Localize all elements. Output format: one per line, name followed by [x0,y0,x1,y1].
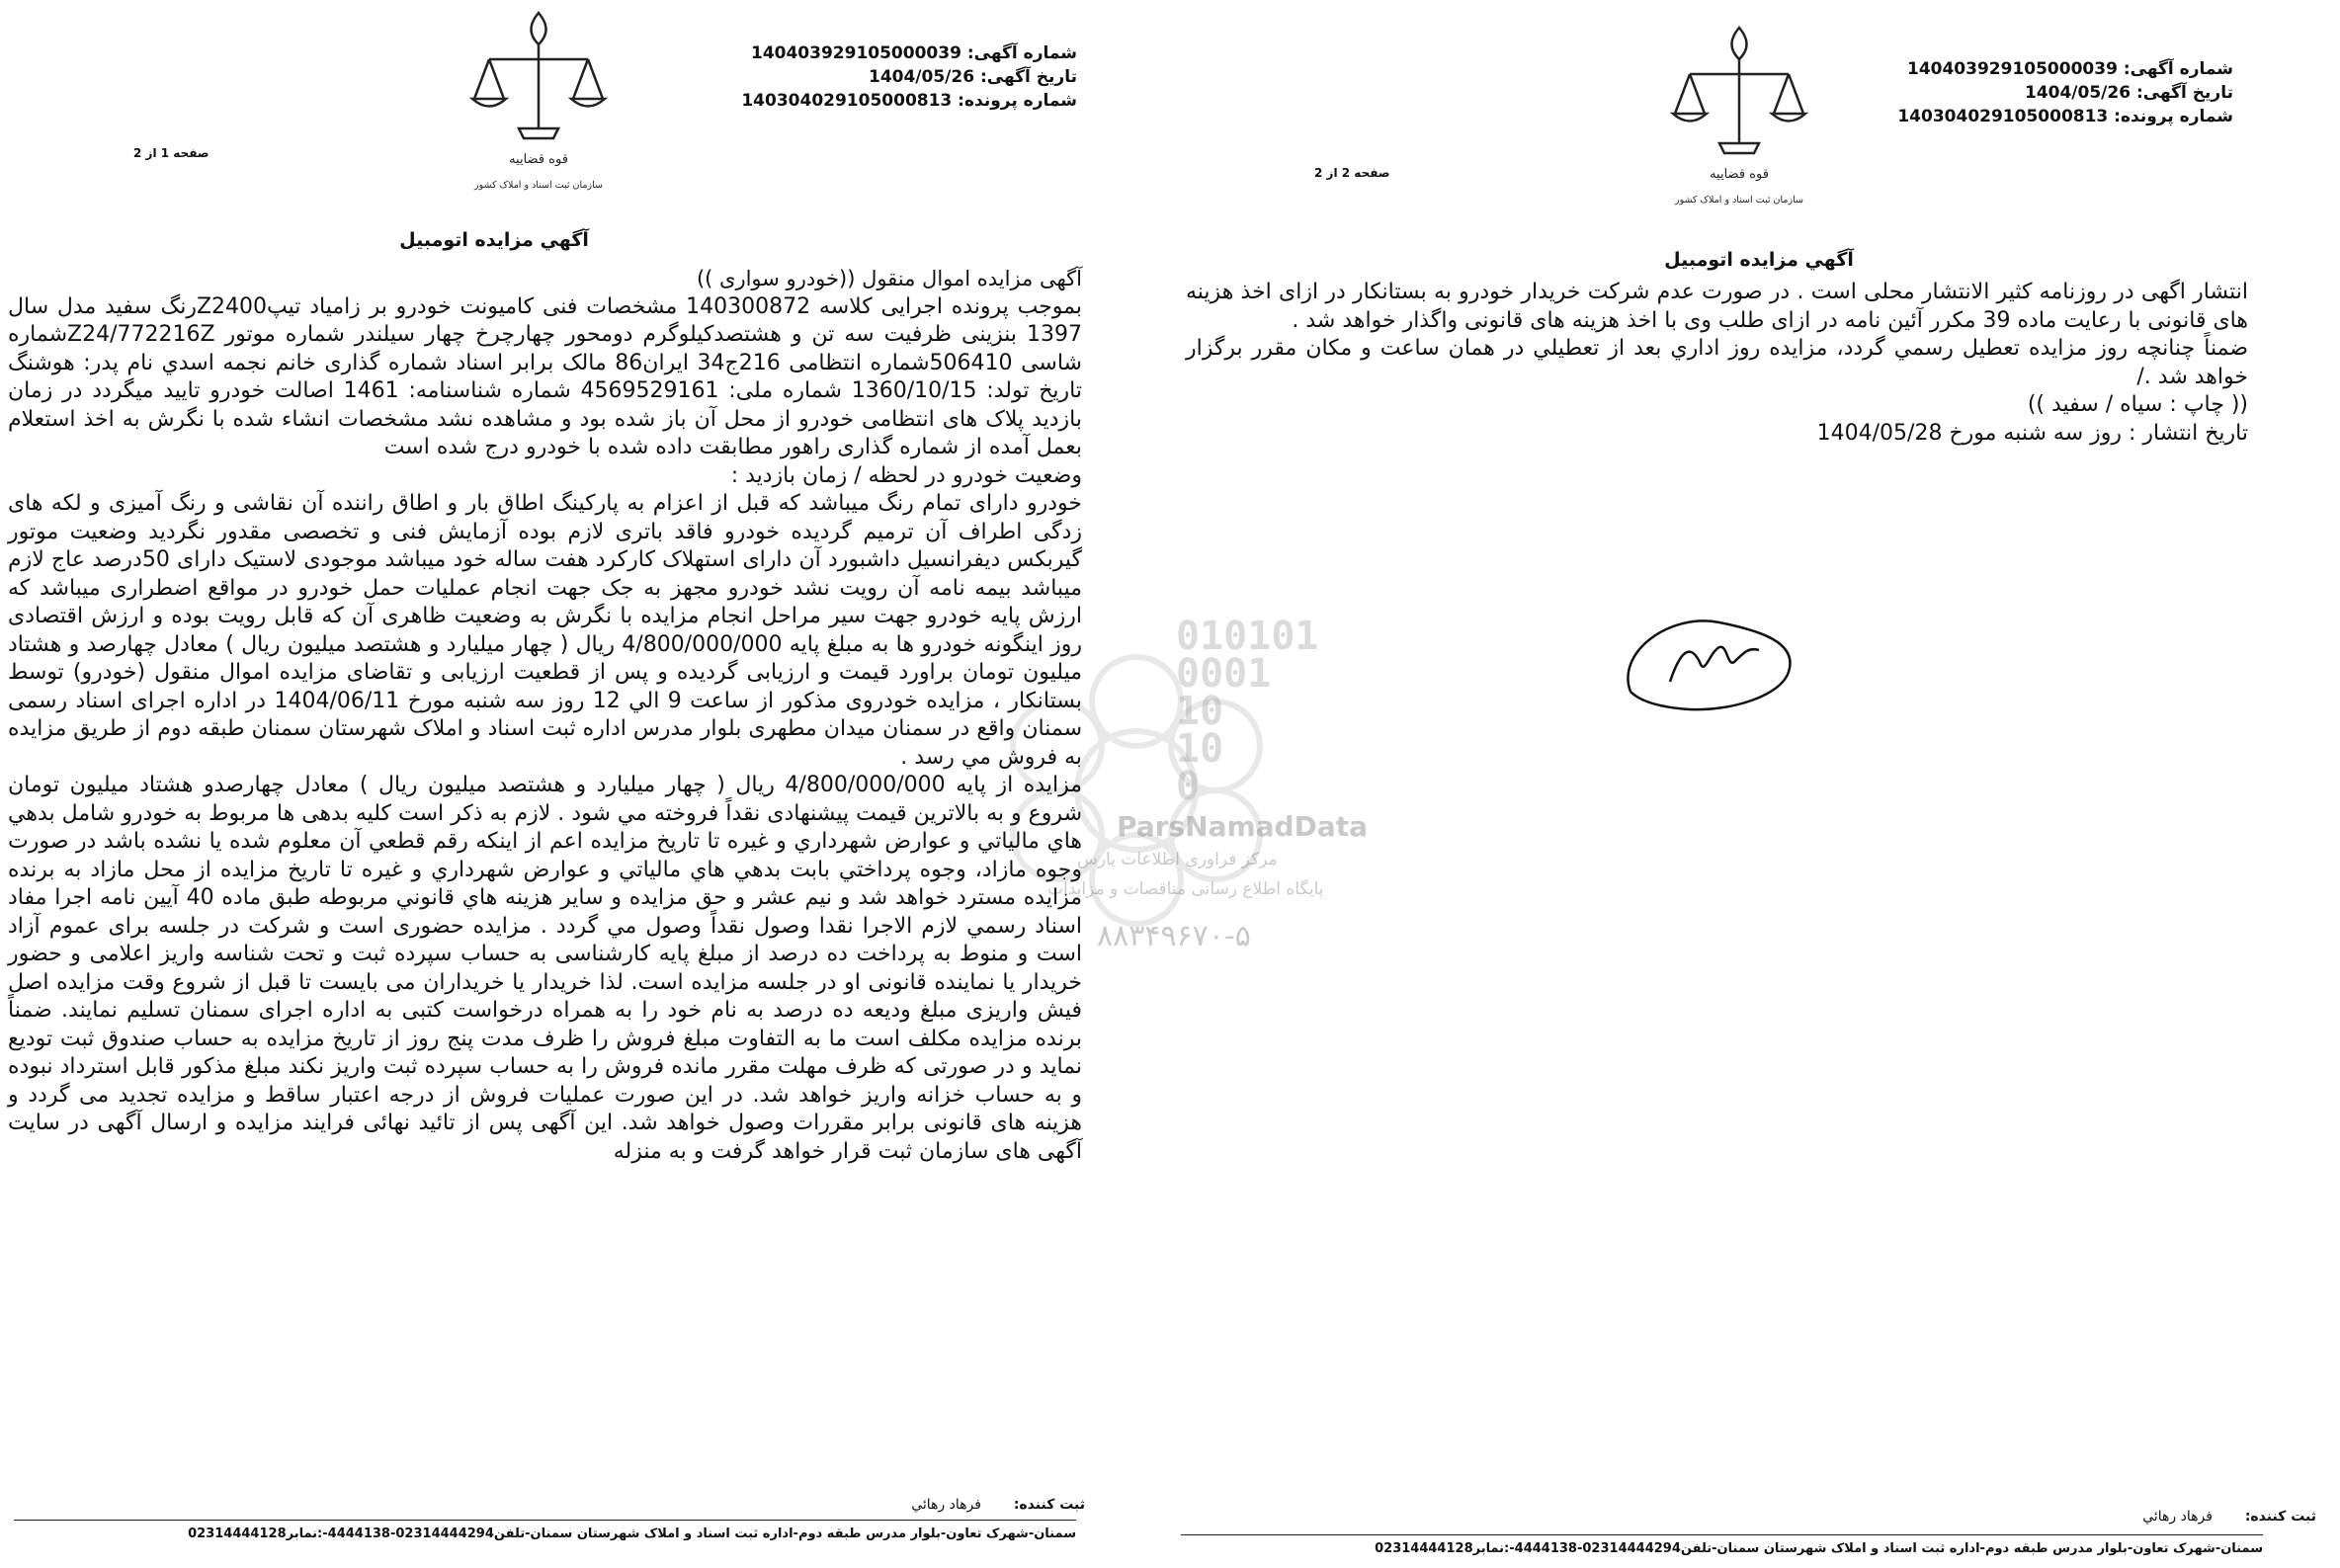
registrar [2142,1509,2316,1525]
registrar-name: فرهاد رهائي [2142,1509,2213,1525]
ad-date: تاریخ آگهی: 1404/05/26 [868,67,1077,87]
judiciary-scales-emblem-icon [1665,20,1813,217]
paragraph: ضمناً چنانچه روز مزايده تعطيل رسمي گردد، مزايده روز اداري بعد از تعطيلي در همان ساعت و مکان مقرر برگزار خواهد شد ./ [1186,336,2248,389]
page-title: آگهي مزايده اتومبيل [1664,249,1854,271]
watermark-line1: مرکز فراوری اطلاعات پارس [1077,850,1278,869]
registrar-label: ثبت کننده: [1013,1497,1085,1513]
watermark-phone: ۸۸۳۴۹۶۷۰-۵ [1097,919,1251,953]
judiciary-scales-emblem-icon [464,5,613,203]
paragraph: (( چاپ : سیاه / سفید )) [2027,392,2248,417]
handwritten-signature [1611,593,1808,721]
body-text [1186,279,2248,448]
emblem-line1: قوه قضاییه [1710,167,1769,182]
ad-meta [721,41,1077,113]
document-page-2 [1176,0,2340,1568]
ad-number: شماره آگهی: 140403929105000039 [750,43,1077,63]
footer-address: سمنان-شهرک تعاون-بلوار مدرس طبقه دوم-اداره ثبت اسناد و املاک شهرستان سمنان-تلفن02314444294-4444138-:نمابر02314444128 [14,1520,1076,1541]
watermark-binary: 010101 0001 10 10 0 [1176,614,1319,809]
emblem-line1: قوه قضاییه [509,152,568,167]
paragraph: بموجب پرونده اجرایی کلاسه 140300872 مشخصات فنی کامیونت خودرو بر زامیاد تیپZ2400رنگ سفید مدل سال 1397 بنزینی ظرفیت سه تن و هشتصدکیلوگرم دومحور چهارچرخ چهار سیلندر شماره موتور Z24/772216Zشماره شاسی 506410شماره انتظامی 216ج34 ایران86 مالک برابر اسناد شماره گذاری خانم نجمه اسدي نام پدر: هوشنگ تاریخ تولد: 1360/10/15 شماره ملی: 4569529161 شماره شناسنامه: 1461 اصالت خودرو تایید میگردد در زمان بازدید پلاک های انتظامی خودرو از محل آن باز شده بود و مشاهده نشد مشخصات انشاء شده با نگرش به اخذ استعلام بعمل آمده از شماره گذاری راهور مطابقت داده شده با خودرو درج شده است [8,293,1083,459]
registrar [911,1497,1085,1513]
paragraph: آگهی مزایده اموال منقول ((خودرو سواری )) [696,267,1082,290]
paragraph: مزایده از پایه 4/800/000/000 ریال ( چهار میلیارد و هشتصد میلیون ریال ) معادل چهارصدو هشتاد میلیون تومان شروع و به بالاترین قیمت پیشنهادی نقداً فروخته مي شود . لازم به ذکر است کلیه بدهی ها مربوط به خودرو شامل بدهي هاي مالياتي و عوارض شهرداري و غيره تا تاريخ مزايده اعم از اينکه رقم قطعي آن معلوم شده يا نشده باشد در صورت وجوه مازاد، وجوه پرداختي بابت بدهي هاي مالياتي و عوارض شهرداري و غيره تا تاريخ مزايده از محل مازاد به برنده مزايده مسترد خواهد شد و نيم عشر و حق مزايده و ساير هزينه هاي قانوني مربوطه طبق ماده 40 آيين نامه اجرا مفاد اسناد رسمي لازم الاجرا نقدا وصول نقداً وصول مي گردد . مزايده حضوری است و شرکت در جلسه برای عموم آزاد است و منوط به پرداخت ده درصد از مبلغ پايه کارشناسی به حساب سپرده ثبت و تحت شناسه واريز اعلامی و حضور خريدار يا نماينده قانونی او در جلسه مزايده است. لذا خريدار يا خريداران می بايست تا قبل از شروع وقت مزايده اصل فيش واريزی مبلغ وديعه ده درصد به نام خود را به همراه درخواست کتبی به اداره اجرای سمنان تسليم نمايند. ضمناً برنده مزايده مکلف است ما به التفاوت مبلغ فروش را ظرف مدت پنج روز از تاريخ مزايده به حساب صندوق ثبت توديع نمايد و در صورتی که ظرف مهلت مقرر مانده فروش را به حساب سپرده ثبت واريز نکند مبلغ مذکور قابل استرداد نبوده و به حساب خزانه واريز خواهد شد. در اين صورت عمليات فروش از درجه اعتبار ساقط و مزايده تجديد می گردد و هزينه های قانونی برابر مقررات وصول خواهد شد. اين آگهی پس از تائيد نهائی فرايند مزايده و ارسال آگهی در سايت آگهی های سازمان ثبت قرار خواهد گرفت و به منزله [8,773,1083,1164]
registrar-label: ثبت کننده: [2244,1509,2316,1525]
footer-address: سمنان-شهرک تعاون-بلوار مدرس طبقه دوم-اداره ثبت اسناد و املاک شهرستان سمنان-تلفن02314444294-4444138-:نمابر02314444128 [1181,1534,2263,1556]
paragraph: انتشار اگهی در روزنامه کثیر الانتشار محلی است . در صورت عدم شرکت خریدار خودرو به بستانکار در ازای اخذ هزینه های قانونی با رعایت ماده 39 مکرر آئین نامه در ازای طلب وی با اخذ هزینه های قانونی واگذار خواهد شد . [1186,280,2248,333]
page-number: صفحه 1 از 2 [133,146,209,160]
page-number: صفحه 2 از 2 [1314,166,1390,180]
ad-number: شماره آگهی: 140403929105000039 [1906,59,2233,79]
paragraph: تاریخ انتشار : روز سه شنبه مورخ 1404/05/28 [1816,420,2248,446]
body-text [8,265,1082,1166]
case-number: شماره پرونده: 140304029105000813 [1897,107,2233,126]
watermark-line2: پایگاه اطلاع رسانی مناقصات و مزایدات [1047,879,1324,899]
page-title: آگهي مزايده اتومبيل [399,229,589,251]
watermark-brand: ParsNamadData [1117,810,1368,843]
case-number: شماره پرونده: 140304029105000813 [741,91,1077,111]
paragraph: خودرو دارای تمام رنگ میباشد که قبل از اعزام به پارکینگ اطاق بار و اطاق راننده آن نقاشی و رنگ آمیزی و لکه های زدگی اطراف آن ترمیم گردیده خودرو فاقد باتری لازم بوده آزمایش فنی و تخصصی مقدور نگردید وضعیت موتور گیربکس دیفرانسیل داشبورد آن دارای استهلاک کارکرد هفت ساله خود میباشد موجودی لاستیک دارای 50درصد عاج لازم میباشد بیمه نامه آن رویت نشد خودرو مجهز به جک جهت انجام عملیات حمل خودرو در مواقع اضطراری میباشد که ارزش پایه خودرو جهت سیر مراحل انجام مزایده با نگرش به وضعیت ظاهری آن که قابل رویت بوده و ارزش اقتصادی روز اینگونه خودرو ها به مبلغ پایه 4/800/000/000 ریال ( چهار میلیارد و هشتصد میلیون ریال ) معادل چهارصد و هشتاد میلیون تومان براورد قیمت و ارزیابی گردیده و پس از قطعیت ارزیابی و تقاضای مزایده اموال منقول (خودرو) توسط بستانکار ، مزایده خودروی مذکور از ساعت 9 الي 12 روز سه شنبه مورخ 1404/06/11 در اداره اجرای اسناد رسمی سمنان واقع در سمنان میدان مطهری بلوار مدرس اداره ثبت اسناد و املاک شهرستان سمنان طبقه دوم از طریق مزایده به فروش مي رسد . [8,491,1083,770]
emblem-line2: سازمان ثبت اسناد و املاک کشور [1675,195,1803,206]
emblem-line2: سازمان ثبت اسناد و املاک کشور [474,180,603,191]
ad-meta [1828,57,2233,128]
registrar-name: فرهاد رهائي [911,1497,981,1513]
paragraph: وضعیت خودرو در لحظه / زمان بازدید : [730,462,1082,488]
document-page-1 [0,0,1107,1568]
ad-date: تاریخ آگهی: 1404/05/26 [2024,83,2233,103]
